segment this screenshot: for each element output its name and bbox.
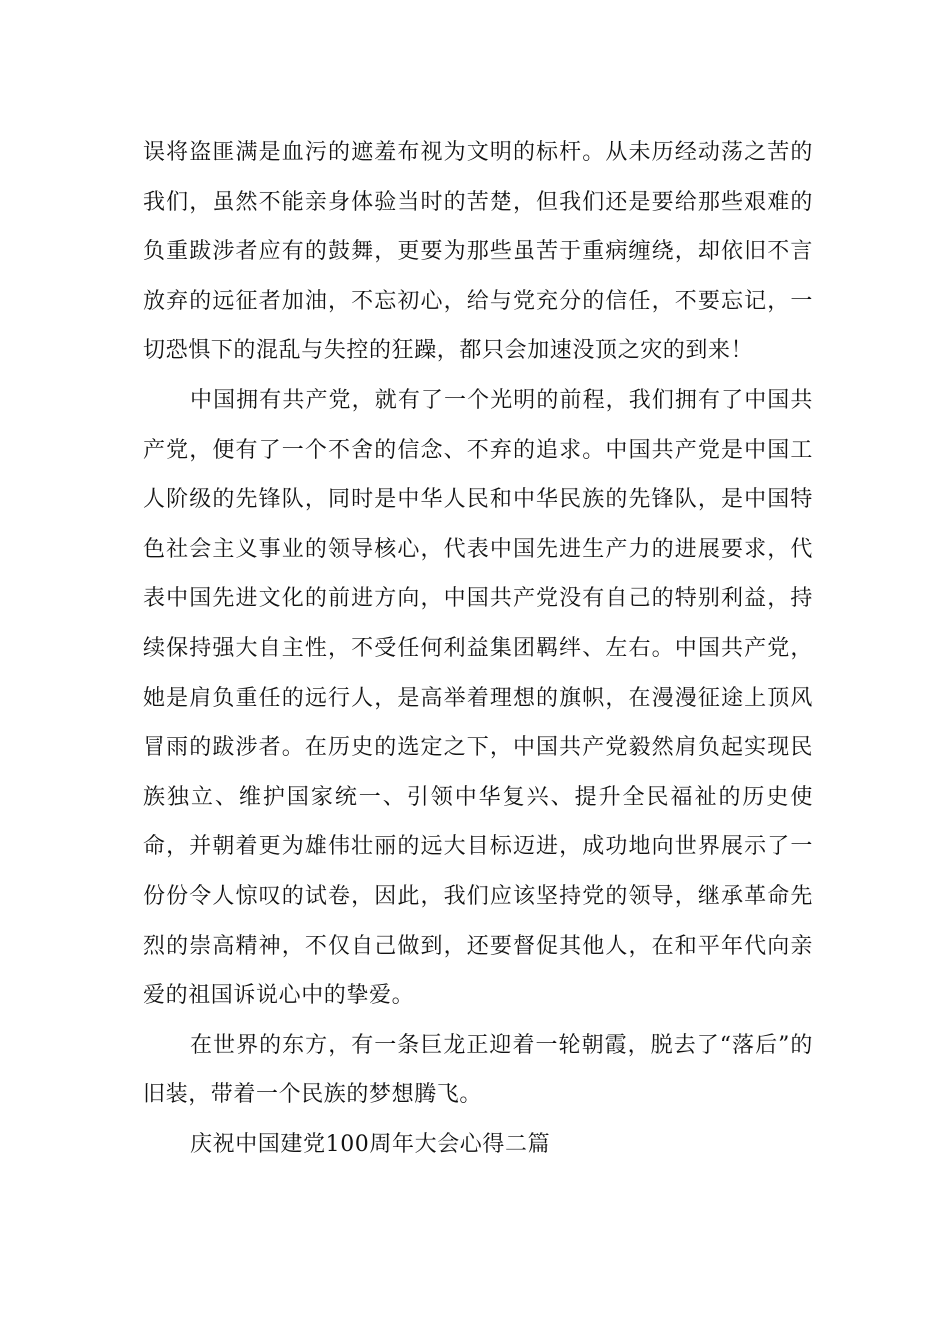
section-heading: 庆祝中国建党100周年大会心得二篇	[190, 1131, 551, 1157]
paragraph-dragon: 在世界的东方，有一条巨龙正迎着一轮朝霞，脱去了“落后”的旧装，带着一个民族的梦想腾飞。	[143, 1032, 813, 1108]
document-body	[143, 128, 813, 1169]
paragraph-continued: 误将盗匪满是血污的遮羞布视为文明的标杆。从未历经动荡之苦的我们，虽然不能亲身体验当时的苦楚，但我们还是要给那些艰难的负重跋涉者应有的鼓舞，更要为那些虽苦于重病缠绕，却依旧不言放弃的远征者加油，不忘初心，给与党充分的信任，不要忘记，一切恐惧下的混乱与失控的狂躁，都只会加速没顶之灾的到来！	[143, 140, 813, 364]
paragraph-party-role: 中国拥有共产党，就有了一个光明的前程，我们拥有了中国共产党，便有了一个不舍的信念、不弃的追求。中国共产党是中国工人阶级的先锋队，同时是中华人民和中华民族的先锋队，是中国特色社会主义事业的领导核心，代表中国先进生产力的进展要求，代表中国先进文化的前进方向，中国共产党没有自己的特别利益，持续保持强大自主性，不受任何利益集团羁绊、左右。中国共产党，她是肩负重任的远行人，是高举着理想的旗帜，在漫漫征途上顶风冒雨的跋涉者。在历史的选定之下，中国共产党毅然肩负起实现民族独立、维护国家统一、引领中华复兴、提升全民福祉的历史使命，并朝着更为雄伟壮丽的远大目标迈进，成功地向世界展示了一份份令人惊叹的试卷，因此，我们应该坚持党的领导，继承革命先烈的崇高精神，不仅自己做到，还要督促其他人，在和平年代向亲爱的祖国诉说心中的挚爱。	[143, 387, 813, 1009]
